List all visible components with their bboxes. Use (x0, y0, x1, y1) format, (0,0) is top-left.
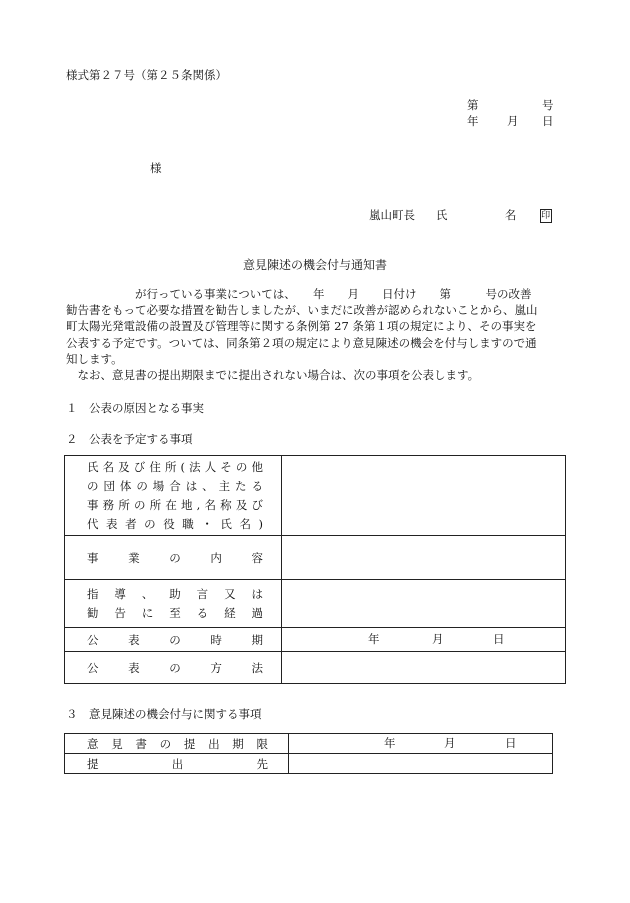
form-label: 様式第２７号（第２５条関係） (66, 68, 227, 82)
deadline-day: 日 (505, 736, 517, 750)
date-month: 月 (507, 114, 519, 128)
section-2-heading: ２ 公表を予定する事項 (66, 432, 193, 446)
guidance-history-value[interactable] (282, 580, 566, 628)
label-line: の団体の場合は、主たる (87, 478, 263, 493)
business-content-label (65, 536, 282, 580)
addressee: 様 (150, 161, 162, 175)
table-row (65, 754, 553, 774)
issuer-title: 嵐山町長 (369, 208, 415, 222)
number-prefix: 第 (467, 98, 479, 112)
publication-timing-label (65, 628, 282, 652)
timing-year: 年 (368, 632, 380, 646)
table-row (65, 628, 566, 652)
label-text: 事業の内容 (87, 550, 263, 565)
label-line: 勧告に至る経過 (87, 605, 263, 620)
issuer-name-1: 氏 (435, 208, 448, 222)
name-address-label (65, 456, 282, 536)
table-row (65, 652, 566, 684)
deadline-label (65, 734, 289, 754)
guidance-history-label (65, 580, 282, 628)
publication-method-value[interactable] (282, 652, 566, 684)
submission-destination-label (65, 754, 289, 774)
timing-month: 月 (432, 632, 444, 646)
date-year: 年 (467, 114, 479, 128)
deadline-year: 年 (384, 736, 396, 750)
date-day: 日 (542, 114, 554, 128)
issuer (369, 207, 552, 223)
publication-timing-value[interactable] (282, 628, 566, 652)
label-text: 公表の時期 (87, 632, 263, 647)
submission-destination-value[interactable] (289, 754, 553, 774)
label-line: 事務所の所在地,名称及び (87, 497, 263, 512)
number-suffix: 号 (542, 98, 554, 112)
table-row (65, 580, 566, 628)
deadline-value[interactable] (289, 734, 553, 754)
table-row (65, 536, 566, 580)
section-3-heading: ３ 意見陳述の機会付与に関する事項 (66, 707, 262, 721)
name-address-value[interactable] (282, 456, 566, 536)
deadline-month: 月 (444, 736, 456, 750)
body-line: なお、意見書の提出期限までに提出されない場合は、次の事項を公表します。 (66, 368, 480, 383)
publication-method-label (65, 652, 282, 684)
document-title: 意見陳述の機会付与通知書 (242, 258, 387, 272)
opinion-statement-table (64, 733, 553, 774)
body-line: 知します。 (66, 351, 123, 366)
label-text: 提出先 (87, 756, 268, 771)
publication-items-table (64, 455, 566, 684)
table-row (65, 734, 553, 754)
section-1-heading: １ 公表の原因となる事実 (66, 401, 204, 415)
body-line: 勧告書をもって必要な措置を勧告しましたが、いまだに改善が認められないことから、嵐山 (66, 303, 538, 318)
body-line: 公表する予定です。ついては、同条第２項の規定により意見陳述の機会を付与しますので通 (66, 335, 537, 350)
timing-day: 日 (493, 632, 505, 646)
label-line: 氏名及び住所(法人その他 (87, 459, 263, 474)
body-text (66, 286, 566, 383)
seal-mark: 印 (541, 211, 551, 221)
table-row (65, 456, 566, 536)
label-line: 代表者の役職・氏名) (87, 516, 263, 531)
body-line: 町太陽光発電設備の設置及び管理等に関する条例第 27 条第１項の規定により、その事実を (66, 319, 537, 334)
body-line: が行っている事業については、 年 月 日付け 第 号の改善 (66, 287, 532, 301)
label-text: 意見書の提出期限 (87, 736, 268, 751)
label-text: 公表の方法 (87, 660, 263, 675)
issuer-name-2: 名 (504, 208, 517, 222)
business-content-value[interactable] (282, 536, 566, 580)
label-line: 指導、助言又は (87, 586, 263, 601)
